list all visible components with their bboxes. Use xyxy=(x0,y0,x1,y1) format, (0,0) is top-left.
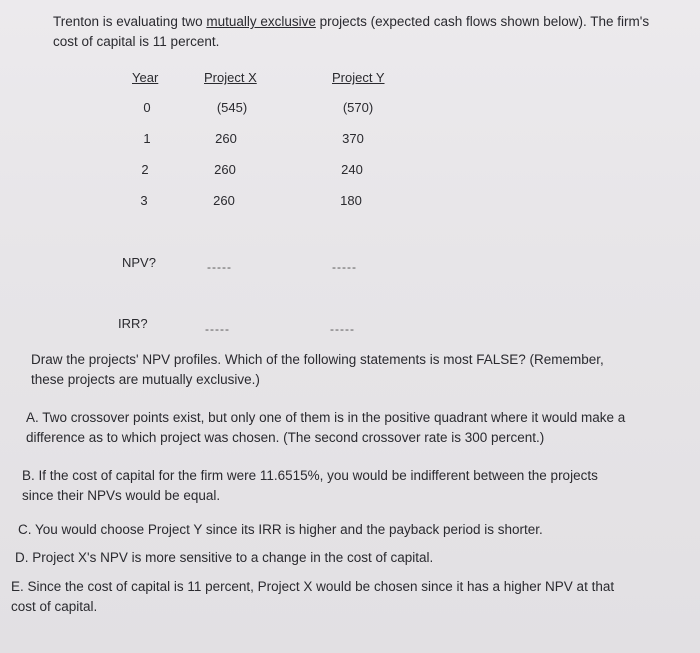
intro-text-pre: Trenton is evaluating two xyxy=(53,14,207,29)
option-d[interactable] xyxy=(15,548,695,568)
problem-statement xyxy=(53,12,693,52)
intro-underlined-term: mutually exclusive xyxy=(206,14,316,29)
year-cell: 3 xyxy=(140,193,148,208)
project-x-cell: (545) xyxy=(216,100,248,115)
irr-x-blank: ----- xyxy=(205,322,230,336)
option-e-line2: cost of capital. xyxy=(11,599,98,614)
option-b-line1: B. If the cost of capital for the firm were 11.6515%, you would be indifferent between the projects xyxy=(22,468,598,483)
question-text xyxy=(31,350,691,390)
intro-text-line2: cost of capital is 11 percent. xyxy=(53,34,220,49)
option-c-line1: C. You would choose Project Y since its IRR is higher and the payback period is shorter. xyxy=(18,522,543,537)
question-line1: Draw the projects' NPV profiles. Which of the following statements is most FALSE? (Remember, xyxy=(31,352,604,367)
year-cell: 1 xyxy=(143,131,151,146)
header-year: Year xyxy=(132,70,159,85)
option-a-line1: A. Two crossover points exist, but only one of them is in the positive quadrant where it would make a xyxy=(26,410,626,425)
option-c[interactable] xyxy=(18,520,694,540)
header-project-y: Project Y xyxy=(332,70,385,85)
project-y-cell: (570) xyxy=(342,100,374,115)
option-a[interactable] xyxy=(26,408,694,448)
option-e[interactable] xyxy=(11,577,695,617)
option-a-line2: difference as to which project was chosen. (The second crossover rate is 300 percent.) xyxy=(26,430,545,445)
year-cell: 0 xyxy=(143,100,151,115)
project-y-cell: 370 xyxy=(342,131,364,146)
option-b-line2: since their NPVs would be equal. xyxy=(22,488,221,503)
project-x-cell: 260 xyxy=(215,131,237,146)
intro-text-post: projects (expected cash flows shown below). The firm's xyxy=(315,14,650,29)
project-x-cell: 260 xyxy=(213,193,235,208)
option-e-line1: E. Since the cost of capital is 11 percent, Project X would be chosen since it has a higher NPV at that xyxy=(11,579,615,594)
npv-label: NPV? xyxy=(122,255,156,270)
option-b[interactable] xyxy=(22,466,694,506)
project-y-cell: 180 xyxy=(340,193,362,208)
header-project-x: Project X xyxy=(204,70,257,85)
project-x-cell: 260 xyxy=(214,162,236,177)
option-d-line1: D. Project X's NPV is more sensitive to a change in the cost of capital. xyxy=(15,550,434,565)
project-y-cell: 240 xyxy=(341,162,363,177)
npv-x-blank: ----- xyxy=(207,260,232,274)
irr-y-blank: ----- xyxy=(330,322,355,336)
npv-y-blank: ----- xyxy=(332,260,357,274)
year-cell: 2 xyxy=(141,162,149,177)
question-line2: these projects are mutually exclusive.) xyxy=(31,372,260,387)
irr-label: IRR? xyxy=(118,316,148,331)
